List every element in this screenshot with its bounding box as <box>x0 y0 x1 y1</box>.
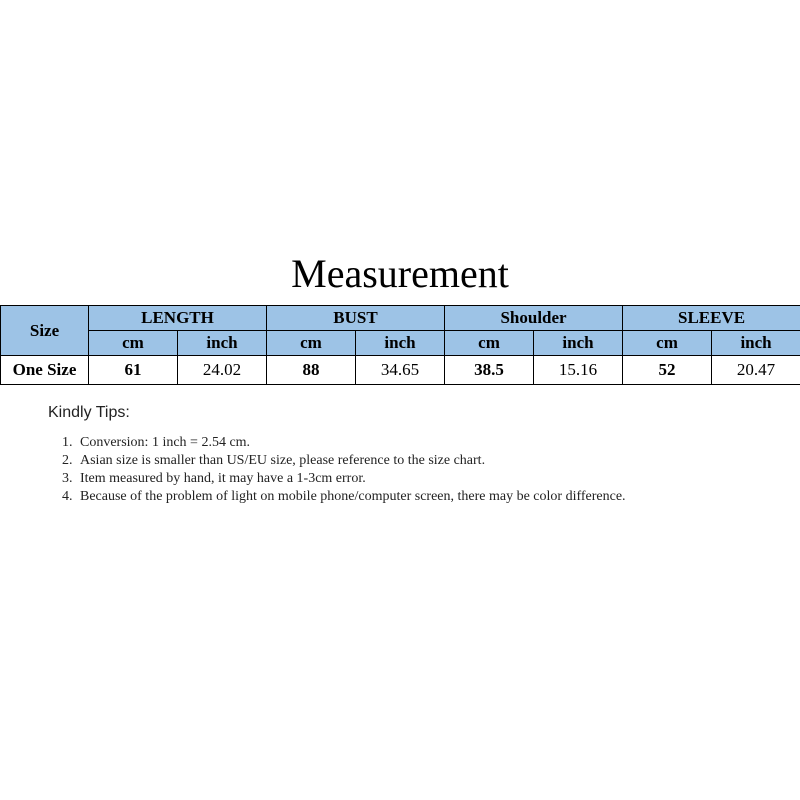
sleeve-header: SLEEVE <box>623 306 800 331</box>
unit-header: inch <box>712 331 800 356</box>
tips-section <box>48 404 768 506</box>
table-header-row <box>1 306 800 331</box>
size-cell: One Size <box>1 356 89 385</box>
unit-header: inch <box>178 331 267 356</box>
bust-cm-cell: 88 <box>267 356 356 385</box>
page-title: Measurement <box>291 251 509 296</box>
unit-header: cm <box>445 331 534 356</box>
tips-heading: Kindly Tips: <box>48 404 130 421</box>
unit-header: cm <box>267 331 356 356</box>
unit-header: cm <box>89 331 178 356</box>
size-header: Size <box>1 306 89 356</box>
length-cm-cell: 61 <box>89 356 178 385</box>
list-item: 4. Because of the problem of light on mobile phone/computer screen, there may be color difference. <box>76 488 768 506</box>
length-inch-cell: 24.02 <box>178 356 267 385</box>
list-item: 2. Asian size is smaller than US/EU size, please reference to the size chart. <box>76 452 768 470</box>
tips-list <box>48 434 768 506</box>
table-unit-row <box>1 331 800 356</box>
table-row <box>1 356 800 385</box>
shoulder-cm-cell: 38.5 <box>445 356 534 385</box>
shoulder-header: Shoulder <box>445 306 623 331</box>
unit-header: inch <box>534 331 623 356</box>
list-item: 1. Conversion: 1 inch = 2.54 cm. <box>76 434 768 452</box>
bust-header: BUST <box>267 306 445 331</box>
unit-header: cm <box>623 331 712 356</box>
shoulder-inch-cell: 15.16 <box>534 356 623 385</box>
sleeve-cm-cell: 52 <box>623 356 712 385</box>
length-header: LENGTH <box>89 306 267 331</box>
bust-inch-cell: 34.65 <box>356 356 445 385</box>
list-item: 3. Item measured by hand, it may have a 1-3cm error. <box>76 470 768 488</box>
sleeve-inch-cell: 20.47 <box>712 356 800 385</box>
size-chart-table <box>0 305 800 385</box>
unit-header: inch <box>356 331 445 356</box>
